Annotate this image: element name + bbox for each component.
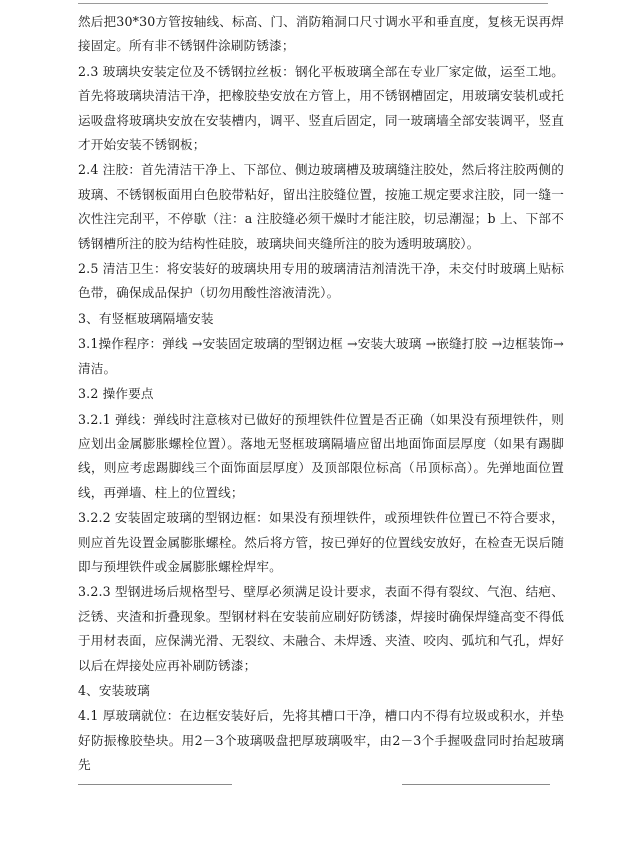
paragraph-3-2-3-steel-inspection: 3.2.3 型钢进场后规格型号、壁厚必须满足设计要求，表面不得有裂纹、气泡、结疤、泛锈、夹渣和折叠现象。型钢材料在安装前应刷好防锈漆，焊接时确保焊缝高变不得低于用材表面，应保满光滑、无裂纹、未融合、未焊透、夹渣、咬肉、弧坑和气孔，焊好以后在焊接处应再补刷防锈漆；: [78, 584, 564, 673]
subheading-3-2: 3.2 操作要点: [78, 386, 154, 402]
paragraph-frame-fixing: 然后把30*30方管按轴线、标高、门、消防箱洞口尺寸调水平和垂直度，复核无误再焊接固定。所有非不锈钢件涂刷防锈漆；: [78, 14, 564, 54]
paragraph-4-1-glass-placement: 4.1 厚玻璃就位：在边框安装好后，先将其槽口干净，槽口内不得有垃圾或积水，并垫好防振橡胶垫块。用2－3个玻璃吸盘把厚玻璃吸牢，由2－3个手握吸盘同时抬起玻璃先: [78, 708, 564, 773]
paragraph-2-5-cleaning: 2.5 清洁卫生：将安装好的玻璃块用专用的玻璃清洁剂清洗干净，未交付时玻璃上贴标色带，确保成品保护（切勿用酸性溶液清洗）。: [78, 261, 564, 301]
paragraph-2-4-glue-injection: 2.4 注胶：首先清洁干净上、下部位、侧边玻璃槽及玻璃缝注胶处，然后将注胶两侧的玻璃、不锈钢板面用白色胶带粘好，留出注胶缝位置，按施工规定要求注胶，同一缝一次性注完刮平，不停歇（注：a 注胶缝必须干燥时才能注胶，切忌潮湿；b 上、下部不锈钢槽所注的胶为结构性硅胶，玻璃块间夹缝所注的胶为透明玻璃胶）。: [78, 162, 564, 251]
paragraph-3-2-2-steel-frame: 3.2.2 安装固定玻璃的型钢边框：如果没有预埋铁件，或预埋铁件位置已不符合要求，则应首先设置金属膨胀螺栓。然后将方管，按已弹好的位置线安放好，在检查无误后随即与预埋铁件或金属膨胀螺栓焊牢。: [78, 510, 564, 574]
section-heading-3: 3、有竖框玻璃隔墙安装: [78, 310, 214, 326]
document-body: [78, 10, 564, 779]
paragraph-3-1-procedure: 3.1操作程序：弹线 →安装固定玻璃的型钢边框 →安装大玻璃 →嵌缝打胶 →边框装饰→清洁。: [78, 336, 564, 376]
section-heading-4: 4、安装玻璃: [78, 682, 150, 698]
paragraph-2-3-glass-positioning: 2.3 玻璃块安装定位及不锈钢拉丝板：钢化平板玻璃全部在专业厂家定做，运至工地。首先将玻璃块清洁干净，把橡胶垫安放在方管上，用不锈钢槽固定，用玻璃安装机或托运吸盘将玻璃块安放在安装槽内，调平、竖直后固定，同一玻璃墙全部安装调平，竖直才开始安装不锈钢板；: [78, 63, 564, 153]
paragraph-3-2-1-marking: 3.2.1 弹线：弹线时注意核对已做好的预埋铁件位置是否正确（如果没有预埋铁件，则应划出金属膨胀螺栓位置）。落地无竖框玻璃隔墙应留出地面饰面层厚度（如果有踢脚线，则应考虑踢脚线三个面饰面层厚度）及顶部限位标高（吊顶标高）。先弹地面位置线，再弹墙、柱上的位置线；: [78, 411, 564, 500]
header-rule: [78, 3, 548, 4]
footer-rule-right: [402, 784, 550, 785]
footer-rule-left: [78, 784, 232, 785]
